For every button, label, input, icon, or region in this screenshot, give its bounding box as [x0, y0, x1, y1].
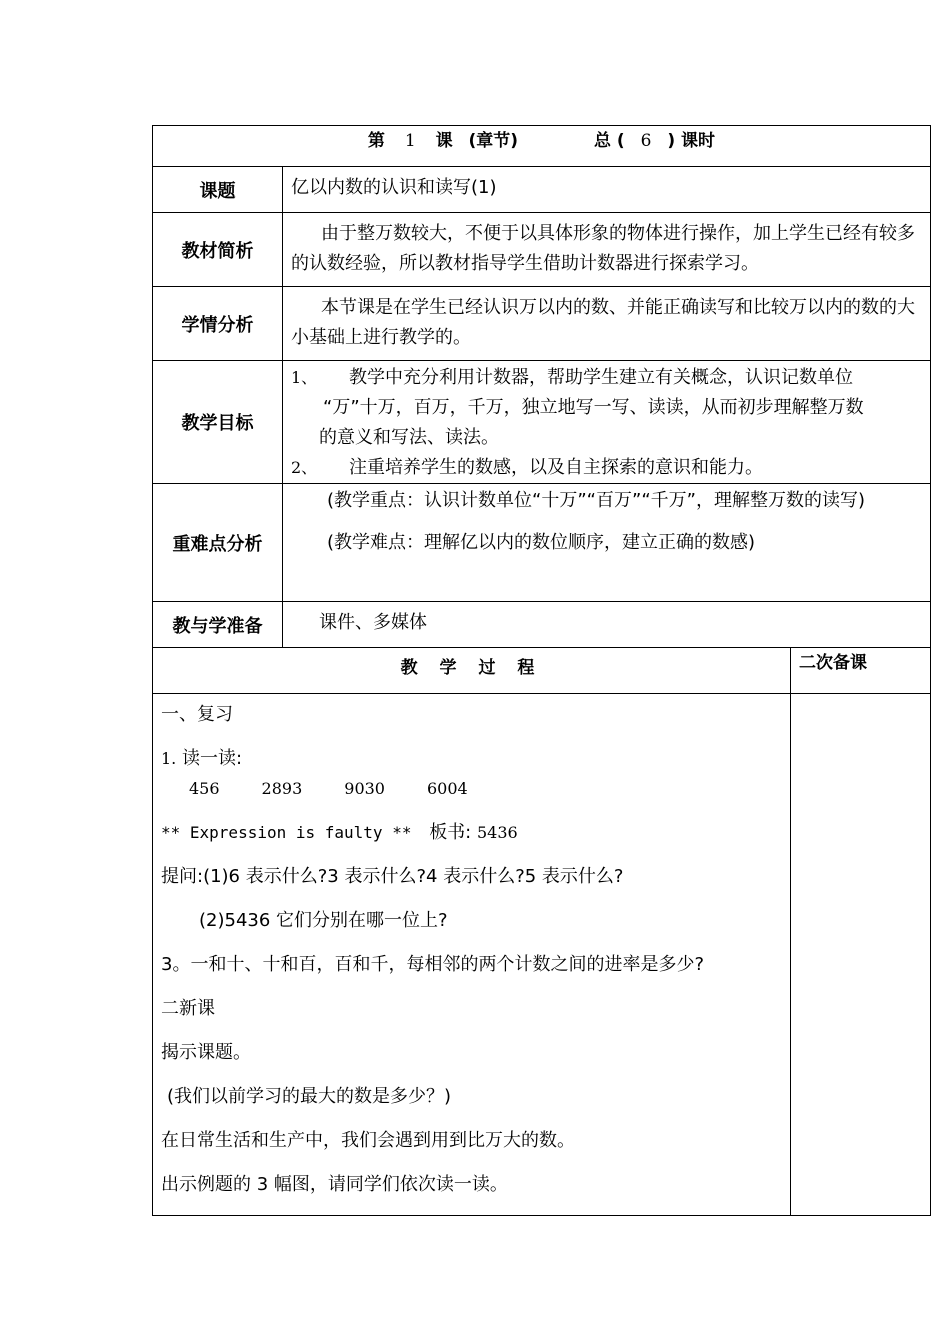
students-value: 本节课是在学生已经认识万以内的数、并能正确读写和比较万以内的数的大小基础上进行教学的。: [283, 287, 931, 361]
process-body-row: [153, 694, 931, 1216]
analysis-value: 由于整万数较大，不便于以具体形象的物体进行操作，加上学生已经有较多的认数经验，所以教材指导学生借助计数器进行探索学习。: [283, 213, 931, 287]
number-item: 9030: [344, 779, 385, 798]
expression-error: ** Expression is faulty **: [161, 823, 412, 842]
goal-item-1-cont2: [291, 423, 922, 453]
process-header-row: [153, 648, 931, 694]
goal-1-line2: “万”十万，百万，千万，独立地写一写、读读，从而初步理解整万数: [323, 397, 864, 418]
review-heading: 一、复习: [161, 704, 233, 725]
goal-2-line1: 注重培养学生的数感，以及自主探索的意识和能力。: [349, 457, 763, 478]
analysis-label: 教材简析: [153, 213, 283, 287]
key-focus: (教学重点：认识计数单位“十万”“百万”“千万”，理解整万数的读写): [327, 490, 865, 511]
key-difficulty: (教学难点：理解亿以内的数位顺序，建立正确的数感): [327, 532, 756, 553]
read-label: 读一读:: [182, 748, 243, 769]
goal-1-number: 1、: [291, 368, 318, 387]
ask-max: (我们以前学习的最大的数是多少？): [167, 1086, 452, 1107]
side-notes-cell: [791, 694, 931, 1216]
read-number: 1.: [161, 749, 177, 768]
question-1: 提问:(1)6 表示什么?3 表示什么?4 表示什么?5 表示什么?: [161, 866, 624, 887]
number-item: 456: [189, 779, 220, 798]
side-title: 二次备课: [791, 648, 931, 694]
key-row: [153, 484, 931, 602]
goal-item-1: [291, 363, 922, 393]
numbers-line: [161, 774, 782, 804]
daily-life: 在日常生活和生产中，我们会遇到用到比万大的数。: [161, 1130, 575, 1151]
goals-label: 教学目标: [153, 361, 283, 484]
board-line: [161, 818, 782, 848]
board-value: 5436: [477, 823, 518, 842]
lesson-plan-table: [152, 125, 931, 1216]
goal-1-line1: 教学中充分利用计数器，帮助学生建立有关概念，认识记数单位: [349, 367, 853, 388]
topic-row: [153, 167, 931, 213]
show-example: 出示例题的 3 幅图，请同学们依次读一读。: [161, 1174, 508, 1195]
students-row: [153, 287, 931, 361]
goal-item-1-cont: [291, 393, 922, 423]
header-lesson-number: 1: [404, 131, 416, 151]
key-label: 重难点分析: [153, 484, 283, 602]
header-cell: [153, 126, 931, 167]
header-total-number: 6: [640, 131, 652, 151]
prep-value: 课件、多媒体: [283, 602, 931, 648]
prep-label: 教与学准备: [153, 602, 283, 648]
new-lesson-heading: 二新课: [161, 998, 215, 1019]
topic-value: 亿以内数的认识和读写(1): [283, 167, 931, 213]
header-row: [153, 126, 931, 167]
process-body: [153, 694, 791, 1216]
students-label: 学情分析: [153, 287, 283, 361]
goal-item-2: [291, 453, 922, 483]
goal-1-line3: 的意义和写法、读法。: [319, 427, 499, 448]
question-3: 3。一和十、十和百，百和千，每相邻的两个计数之间的进率是多少?: [161, 954, 705, 975]
process-title: 教 学 过 程: [153, 648, 791, 694]
goals-row: [153, 361, 931, 484]
prep-row: [153, 602, 931, 648]
goal-2-number: 2、: [291, 458, 318, 477]
header-total-suffix: ) 课时: [667, 131, 716, 151]
reveal-topic: 揭示课题。: [161, 1042, 251, 1063]
goals-value: [283, 361, 931, 484]
board-label: 板书:: [429, 822, 472, 843]
key-value: [283, 484, 931, 602]
header-chapter: (章节): [468, 131, 519, 151]
header-di: 第: [367, 131, 385, 151]
number-item: 6004: [426, 779, 468, 798]
number-item: 2893: [261, 779, 303, 798]
question-2: (2)5436 它们分别在哪一位上?: [199, 910, 448, 931]
header-ke: 课: [435, 131, 453, 151]
analysis-row: [153, 213, 931, 287]
header-total-prefix: 总 (: [593, 131, 625, 151]
read-line: [161, 744, 782, 774]
topic-label: 课题: [153, 167, 283, 213]
